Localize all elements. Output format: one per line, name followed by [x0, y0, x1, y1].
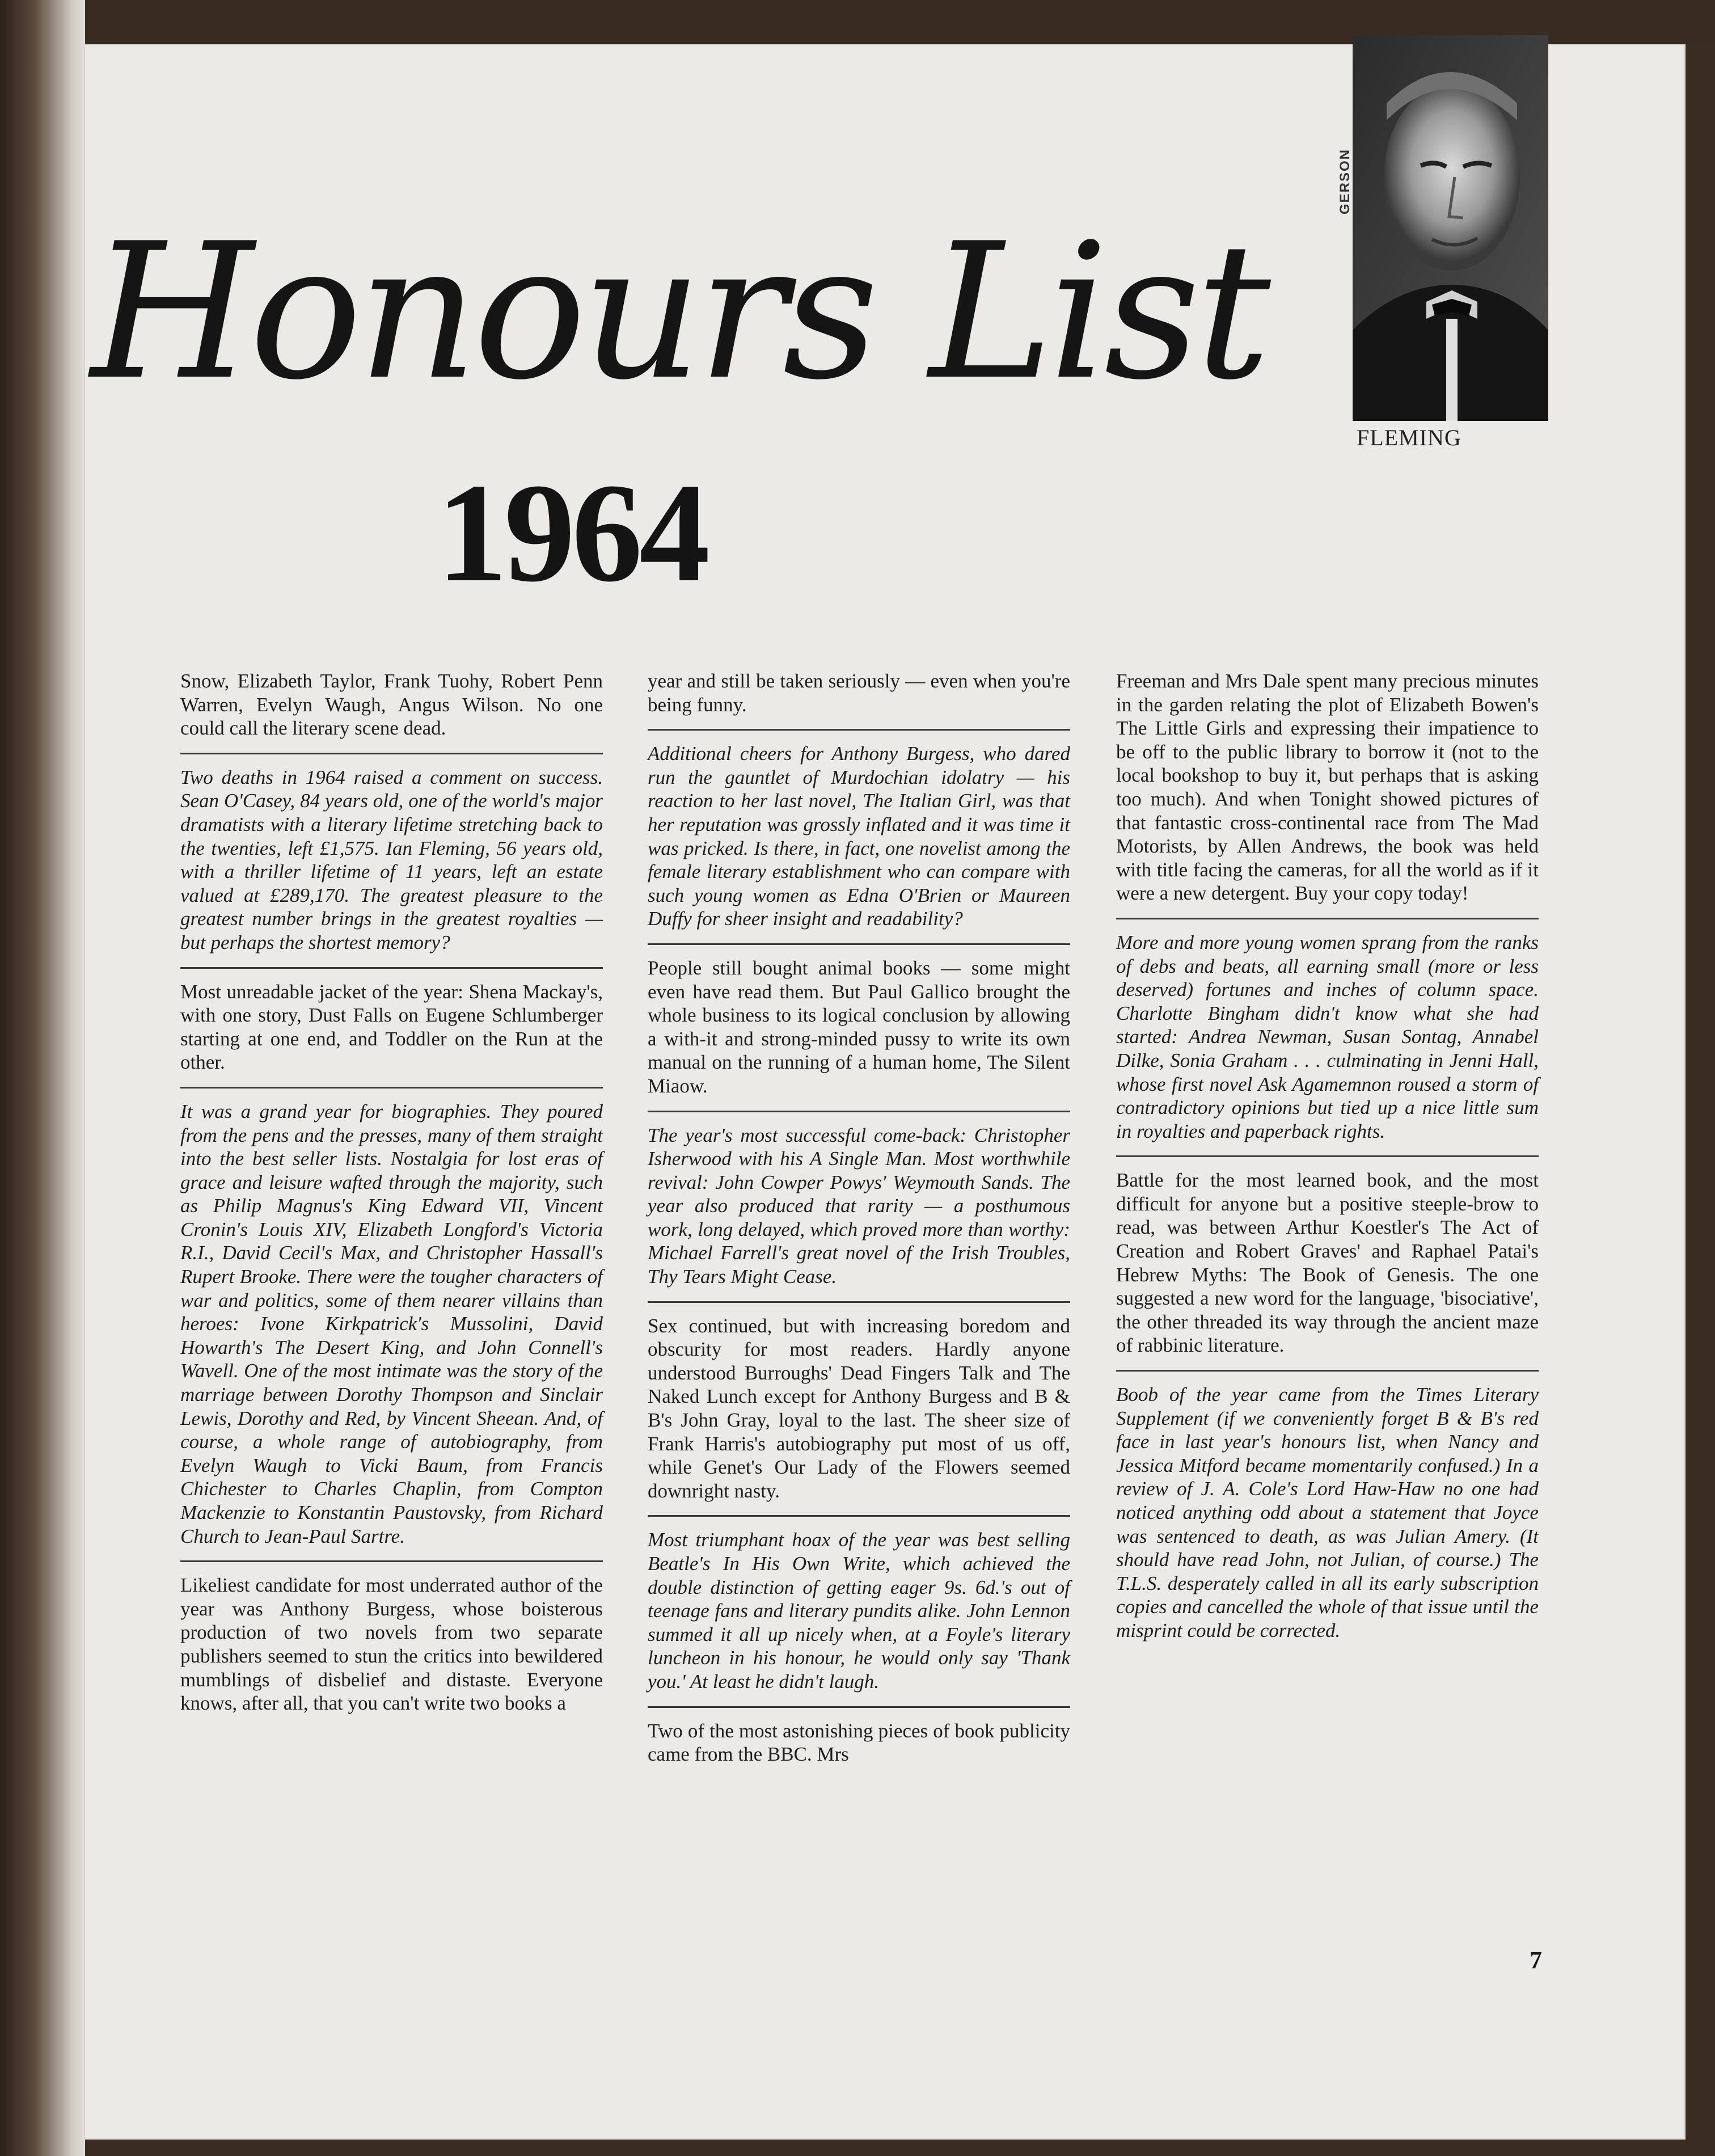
paragraph: Two deaths in 1964 raised a comment on success. Sean O'Casey, 84 years old, one of the world's major dramatists with a literary lifetime stretching back to the twenties, left £1,575. Ian Fleming, 56 years old, with a thriller lifetime of 11 years, left an estate valued at £289,170. The greatest pleasure to the greatest number brings in the greatest royalties — but perhaps the shortest memory? [180, 766, 603, 953]
page-title: Honours List [91, 203, 1266, 421]
paragraph: year and still be taken seriously — even when you're being funny. [648, 670, 1070, 716]
divider [648, 943, 1070, 945]
divider [648, 1111, 1070, 1112]
paragraph: The year's most successful come-back: Christopher Isherwood with his A Single Man. Most worthwhile revival: John Cowper Powys' Weymouth Sands. The year also produced that rarity — a posthumous work, long delayed, which proved more than worthy: Michael Farrell's great novel of the Irish Troubles, Thy Tears Might Cease. [648, 1124, 1070, 1288]
title-year: 1964 [437, 454, 707, 611]
text-column-3 [1116, 669, 1539, 1643]
paragraph: Most unreadable jacket of the year: Shena Mackay's, with one story, Dust Falls on Eugene Schlumberger starting at one end, and Toddler on the Run at the other. [180, 980, 603, 1074]
binding-spine [0, 0, 85, 2156]
divider [180, 967, 603, 969]
divider [648, 1515, 1070, 1517]
photo-credit: GERSON [1337, 149, 1353, 215]
page-number: 7 [1530, 1946, 1542, 1974]
paragraph: Likeliest candidate for most underrated author of the year was Anthony Burgess, whose boisterous production of two novels from two separate publishers seemed to stun the critics into bewildered mumblings of disbelief and distaste. Everyone knows, after all, that you can't write two books a [180, 1574, 603, 1715]
paragraph: More and more young women sprang from the ranks of debs and beats, all earning small (more or less deserved) fortunes and inches of column space. Charlotte Bingham didn't know what she had started: Andrea Newman, Susan Sontag, Annabel Dilke, Sonia Graham . . . culminating in Jenni Hall, whose first novel Ask Agamemnon roused a storm of contradictory opinions but tied up a nice little sum in royalties and paperback rights. [1116, 931, 1539, 1142]
divider [180, 753, 603, 754]
paragraph: Snow, Elizabeth Taylor, Frank Tuohy, Robert Penn Warren, Evelyn Waugh, Angus Wilson. No one could call the literary scene dead. [180, 670, 603, 740]
author-portrait-photo [1353, 35, 1548, 421]
paragraph: Freeman and Mrs Dale spent many precious minutes in the garden relating the plot of Elizabeth Bowen's The Little Girls and expressing their impatience to be off to the public library to borrow it (not to the local bookshop to buy it, but perhaps that is asking too much). And when Tonight showed pictures of that fantastic cross-continental race from The Mad Motorists, by Allen Andrews, the book was held with title facing the cameras, for all the world as if it were a new detergent. Buy your copy today! [1116, 670, 1539, 905]
paragraph: It was a grand year for biographies. They poured from the pens and the presses, many of them straight into the best seller lists. Nostalgia for lost eras of grace and leisure wafted through the majority, such as Philip Magnus's King Edward VII, Vincent Cronin's Louis XIV, Elizabeth Longford's Victoria R.I., David Cecil's Max, and Christopher Hassall's Rupert Brooke. There were the tougher characters of war and politics, some of them nearer villains than heroes: Ivone Kirkpatrick's Mussolini, David Howarth's The Desert King, and John Connell's Wavell. One of the most intimate was the story of the marriage between Dorothy Thompson and Sinclair Lewis, Dorothy and Red, by Vincent Sheean. And, of course, a whole range of autobiography, from Evelyn Waugh to Vicki Baum, from Francis Chichester to Charles Chaplin, from Compton Mackenzie to Konstantin Paustovsky, from Richard Church to Jean-Paul Sartre. [180, 1100, 603, 1547]
photo-caption: FLEMING [1357, 425, 1461, 450]
paragraph: Battle for the most learned book, and the most difficult for anyone but a positive steeple-brow to read, was between Arthur Koestler's The Act of Creation and Robert Graves' and Raphael Patai's Hebrew Myths: The Book of Genesis. The one suggested a new word for the language, 'bisociative', the other threaded its way through the ancient maze of rabbinic literature. [1116, 1169, 1539, 1357]
divider [648, 729, 1070, 731]
paragraph: Additional cheers for Anthony Burgess, who dared run the gauntlet of Murdochian idolatry — his reaction to her last novel, The Italian Girl, was that her reputation was grossly inflated and it was time it was pricked. Is there, in fact, one novelist among the female literary establishment who can compare with such young women as Edna O'Brien or Maureen Duffy for sheer insight and readability? [648, 742, 1070, 930]
text-column-2 [648, 669, 1070, 1766]
divider [1116, 1370, 1539, 1372]
paragraph: People still bought animal books — some might even have read them. But Paul Gallico brought the whole business to its logical conclusion by allowing a with-it and strong-minded pussy to write its own manual on the running of a human home, The Silent Miaow. [648, 956, 1070, 1097]
divider [648, 1301, 1070, 1303]
divider [180, 1087, 603, 1088]
divider [1116, 1155, 1539, 1157]
paragraph: Sex continued, but with increasing boredom and obscurity for most readers. Hardly anyone understood Burroughs' Dead Fingers Talk and The Naked Lunch except for Anthony Burgess and B & B's John Gray, loyal to the last. The sheer size of Frank Harris's autobiography put most of us off, while Genet's Our Lady of the Flowers seemed downright nasty. [648, 1314, 1070, 1502]
divider [1116, 918, 1539, 919]
paragraph: Boob of the year came from the Times Literary Supplement (if we conveniently forget B & B's red face in last year's honours list, when Nancy and Jessica Mitford became momentarily confused.) In a review of J. A. Cole's Lord Haw-Haw no one had noticed anything odd about a statement that Joyce was sentenced to death, as was Julian Amery. (It should have read John, not Julian, of course.) The T.L.S. desperately called in all its early subscription copies and cancelled the whole of that issue until the misprint could be corrected. [1116, 1383, 1539, 1642]
text-column-1 [180, 669, 603, 1715]
divider [180, 1560, 603, 1562]
paragraph: Most triumphant hoax of the year was best selling Beatle's In His Own Write, which achieved the double distinction of getting eager 9s. 6d.'s out of teenage fans and literary pundits alike. John Lennon summed it all up nicely when, at a Foyle's literary luncheon in his honour, he would only say 'Thank you.' At least he didn't laugh. [648, 1529, 1070, 1693]
paragraph: Two of the most astonishing pieces of book publicity came from the BBC. Mrs [648, 1719, 1070, 1766]
divider [648, 1706, 1070, 1708]
